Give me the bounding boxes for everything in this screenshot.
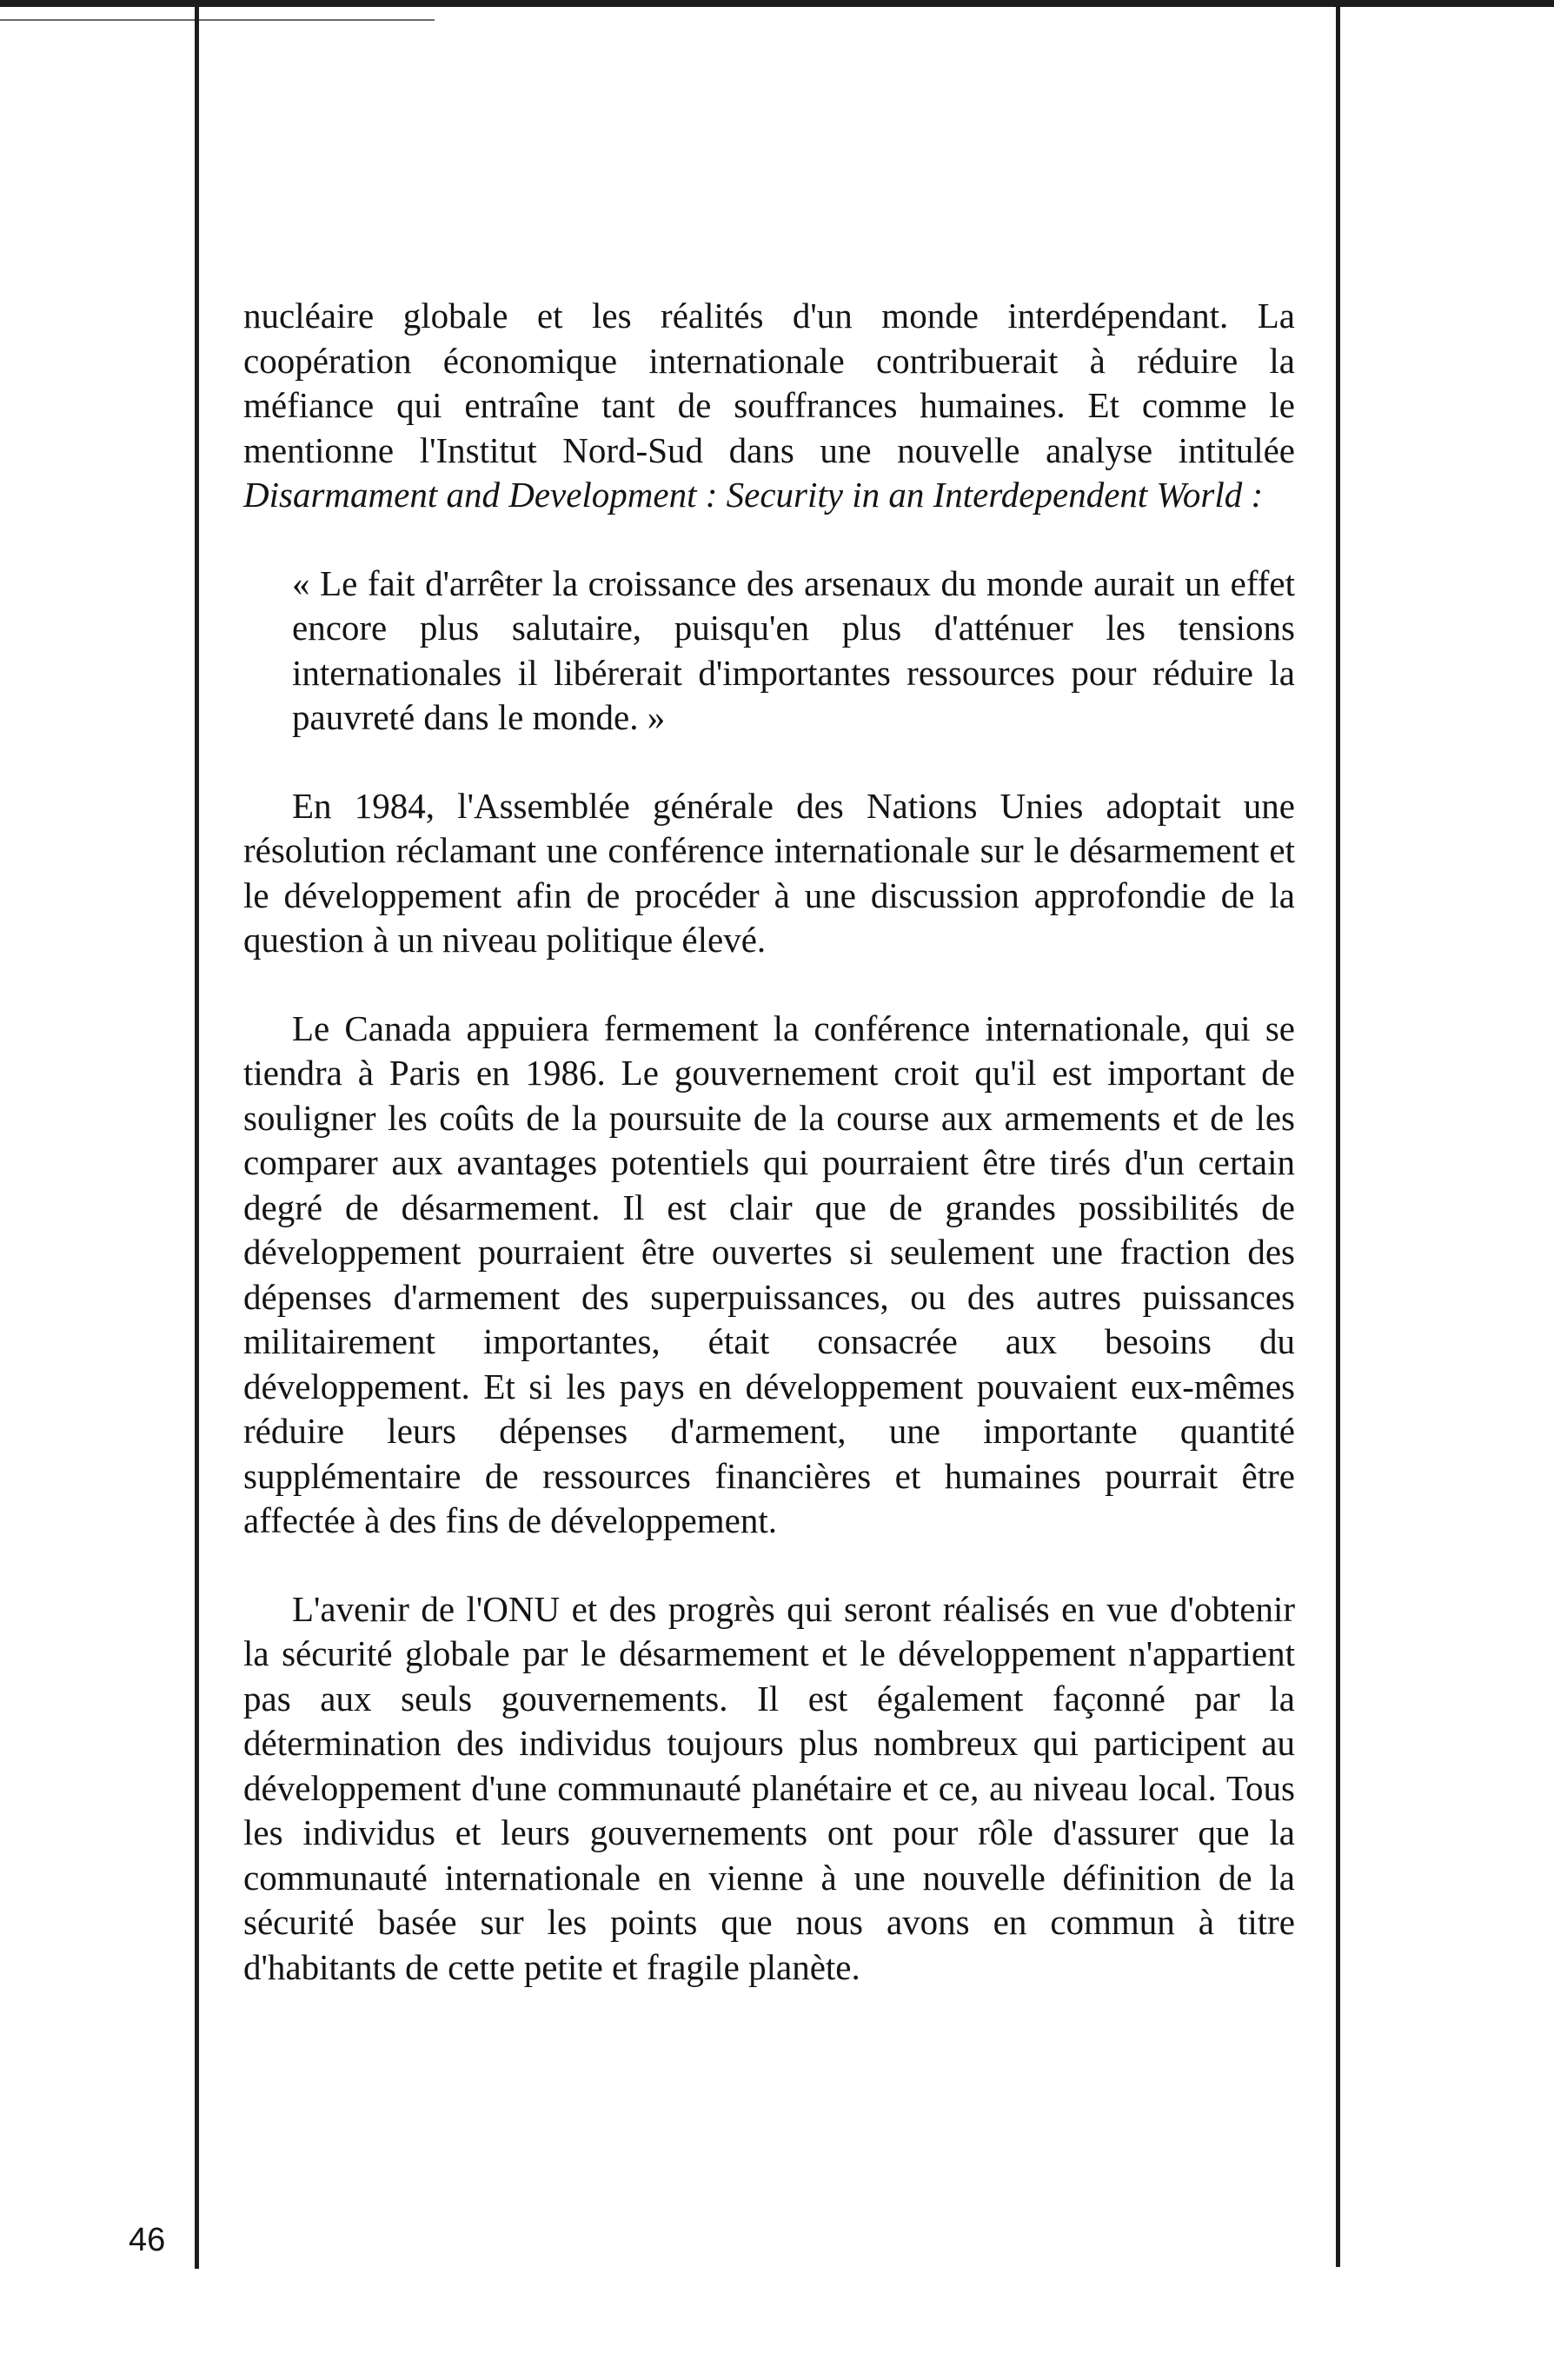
paragraph-general-assembly: En 1984, l'Assemblée générale des Nations Unies adoptait une résolution réclamant une conférence internationale sur le désarmement et le développement afin de procéder à une discussion approfondie de la question à un niveau politique élevé.	[243, 785, 1295, 960]
top-border-rule	[0, 0, 1554, 7]
paragraph-un-future: L'avenir de l'ONU et des progrès qui seront réalisés en vue d'obtenir la sécurité globale par le désarmement et le développement n'appartient pas aux seuls gouvernements. Il est également façonné par la détermination des individus toujours plus nombreux qui participent au développement d'une communauté planétaire et ce, au niveau local. Tous les individus et leurs gouvernements ont pour rôle d'assurer que la communauté internationale en vienne à une nouvelle définition de la sécurité basée sur les points que nous avons en commun à titre d'habitants de cette petite et fragile planète.	[243, 1588, 1295, 1987]
page-body	[243, 294, 1295, 1990]
paragraph-intro-text: nucléaire globale et les réalités d'un monde interdépendant. La coopération économique internationale contribuerait à réduire la méfiance qui entraîne tant de souffrances humaines. Et comme le mentionne l'Institut Nord-Sud dans une nouvelle analyse intitulée	[243, 296, 1295, 470]
cited-work-title: Disarmament and Development : Security in an Interdependent World :	[243, 475, 1264, 515]
left-margin-rule	[195, 0, 199, 2269]
top-thin-rule	[0, 19, 435, 21]
block-quote: « Le fait d'arrêter la croissance des arsenaux du monde aurait un effet encore plus salutaire, puisqu'en plus d'atténuer les tensions internationales il libérerait d'importantes ressources pour réduire la pauvreté dans le monde. »	[292, 562, 1295, 737]
right-margin-rule	[1336, 0, 1340, 2267]
paragraph-canada-conference: Le Canada appuiera fermement la conférence internationale, qui se tiendra à Paris en 1986. Le gouvernement croit qu'il est important de souligner les coûts de la poursuite de la course aux armements et de les comparer aux avantages potentiels qui pourraient être tirés d'un certain degré de désarmement. Il est clair que de grandes possibilités de développement pourraient être ouvertes si seulement une fraction des dépenses d'armement des superpuissances, ou des autres puissances militairement importantes, était consacrée aux besoins du développement. Et si les pays en développement pouvaient eux-mêmes réduire leurs dépenses d'armement, une importante quantité supplémentaire de ressources financières et humaines pourrait être affectée à des fins de développement.	[243, 1007, 1295, 1540]
paragraph-intro	[243, 294, 1295, 518]
page-number: 46	[129, 2222, 166, 2258]
